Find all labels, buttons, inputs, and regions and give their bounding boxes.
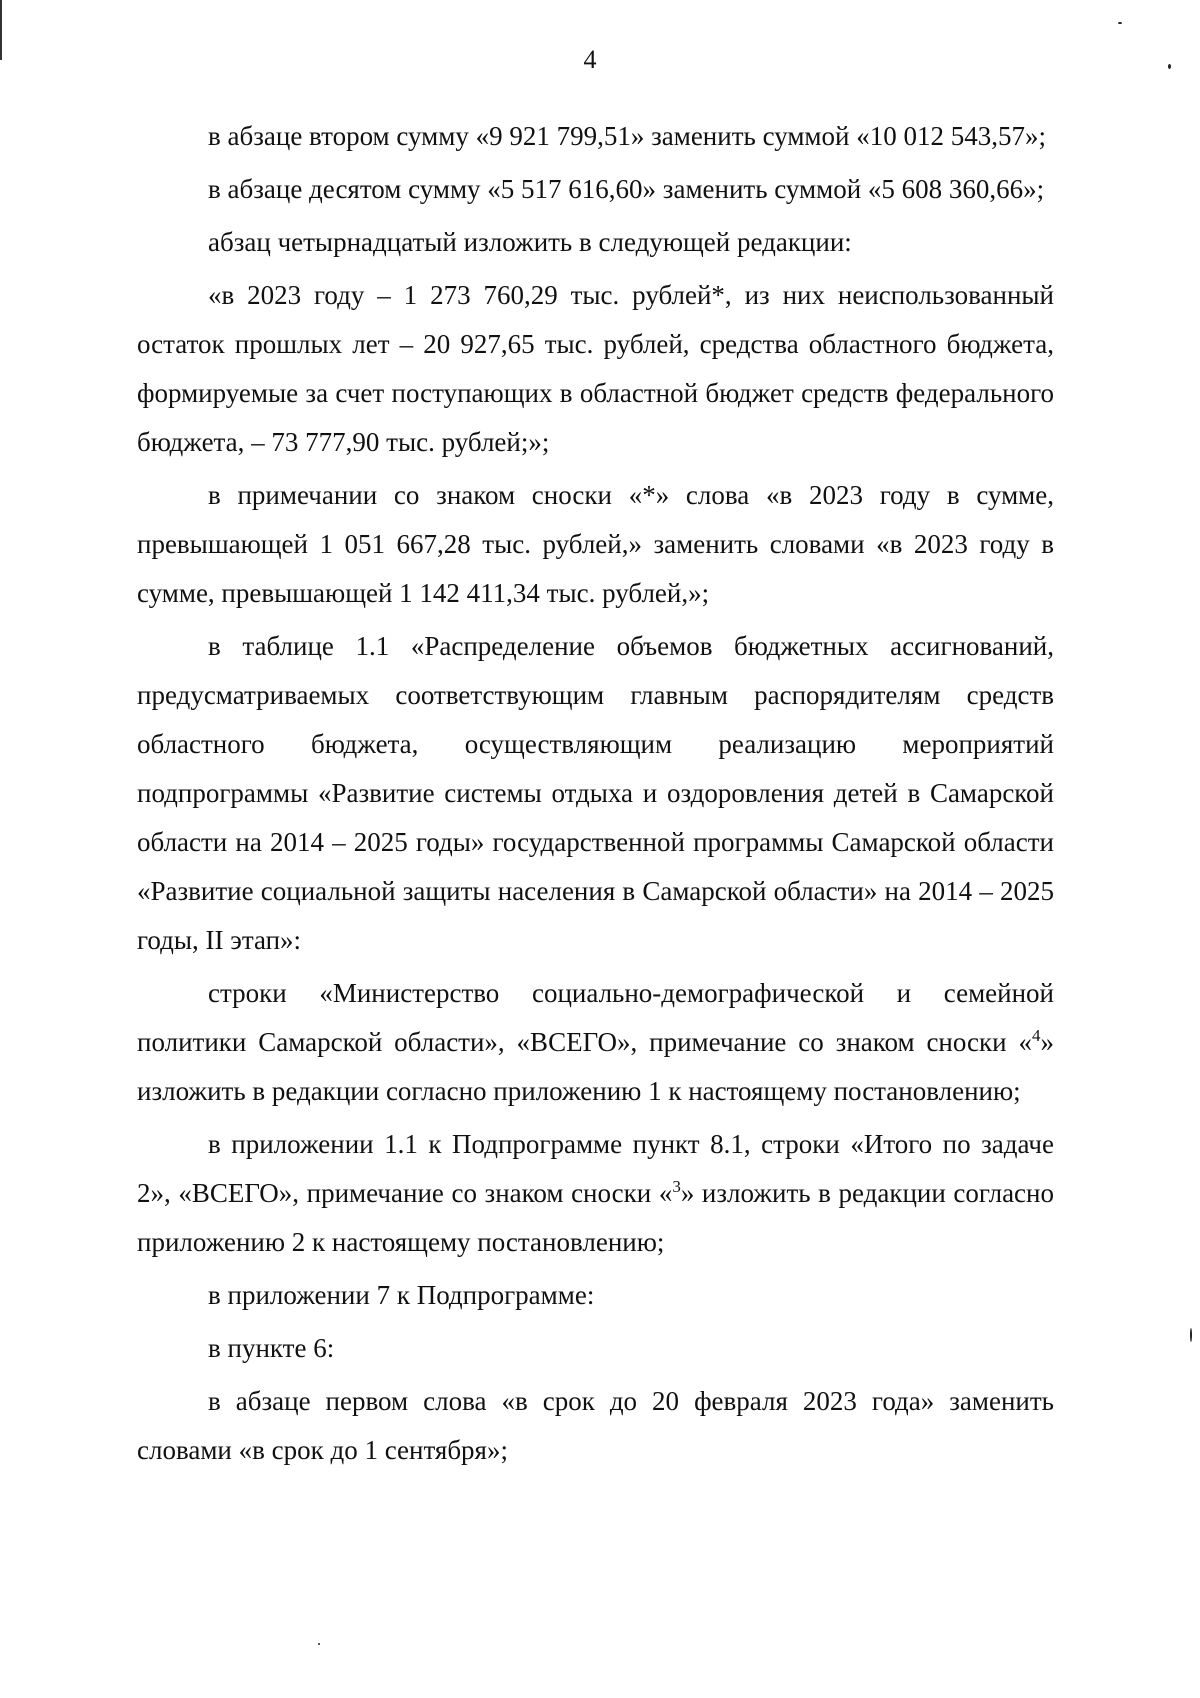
- paragraph-sum-tenth: в абзаце десятом сумму «5 517 616,60» заменить суммой «5 608 360,66»;: [208, 174, 1045, 204]
- scan-speck: [1118, 22, 1122, 24]
- paragraph-appendix-7: в приложении 7 к Подпрограмме:: [208, 1280, 595, 1310]
- paragraph-appendix-1-1: [137, 1120, 1054, 1267]
- page-number: 4: [583, 45, 597, 74]
- scan-speck: [1168, 64, 1171, 69]
- paragraph-appendix-1-1-tail: » изложить в редакции согласно приложению 2 к настоящему постановлению;: [137, 1178, 1054, 1257]
- document-body: [137, 112, 1054, 1479]
- paragraph-fourteenth-intro: абзац четырнадцатый изложить в следующей редакции:: [208, 227, 852, 257]
- paragraph-first-deadline: в абзаце первом слова «в срок до 20 февраля 2023 года» заменить словами «в срок до 1 сентября»;: [137, 1386, 1054, 1465]
- footnote-mark-3: 3: [672, 1177, 681, 1196]
- scan-edge-line: [0, 0, 2, 60]
- paragraph-appendix-1-1-text: в приложении 1.1 к Подпрограмме пункт 8.1, строки «Итого по задаче 2», «ВСЕГО», примечание со знаком сноски «: [137, 1129, 1054, 1208]
- paragraph-ministry-rows-text: строки «Министерство социально-демографической и семейной политики Самарской области», «ВСЕГО», примечание со знаком сноски «: [137, 978, 1054, 1057]
- paragraph-ministry-rows: [137, 969, 1054, 1116]
- paragraph-point-6: в пункте 6:: [208, 1333, 335, 1363]
- paragraph-sum-second: в абзаце втором сумму «9 921 799,51» заменить суммой «10 012 543,57»;: [208, 121, 1046, 151]
- paragraph-ministry-rows-tail: » изложить в редакции согласно приложению 1 к настоящему постановлению;: [137, 1027, 1054, 1106]
- footnote-mark-4: 4: [1032, 1026, 1041, 1045]
- paragraph-footnote-note: в примечании со знаком сноски «*» слова «в 2023 году в сумме, превышающей 1 051 667,28 тыс. рублей,» заменить словами «в 2023 году в сумме, превышающей 1 142 411,34 тыс. рублей,»;: [137, 480, 1054, 608]
- scan-speck: [318, 1643, 320, 1645]
- scan-speck: [1190, 1328, 1192, 1342]
- paragraph-2023-amount: «в 2023 году – 1 273 760,29 тыс. рублей*, из них неиспользованный остаток прошлых лет – 20 927,65 тыс. рублей, средства областного бюджета, формируемые за счет поступающих в областной бюджет средств федерального бюджета, – 73 777,90 тыс. рублей;»;: [137, 280, 1054, 457]
- paragraph-table-1-1: в таблице 1.1 «Распределение объемов бюджетных ассигнований, предусматриваемых соответствующим главным распорядителям средств областного бюджета, осуществляющим реализацию мероприятий подпрограммы «Развитие системы отдыха и оздоровления детей в Самарской области на 2014 – 2025 годы» государственной программы Самарской области «Развитие социальной защиты населения в Самарской области» на 2014 – 2025 годы, II этап»:: [137, 631, 1054, 955]
